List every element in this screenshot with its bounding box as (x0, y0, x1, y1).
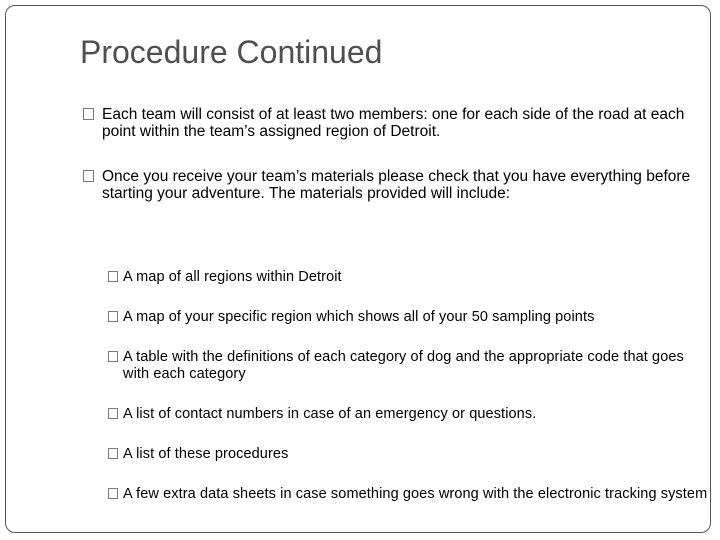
slide-title: Procedure Continued (80, 34, 383, 70)
sub-bullet-item (108, 309, 708, 326)
square-bullet-icon (108, 351, 118, 362)
sub-bullet-text: A map of your specific region which shows all of your 50 sampling points (123, 309, 595, 325)
bullet-text: Each team will consist of at least two members: one for each side of the road at each point within the team’s assigned region of Detroit. (102, 106, 685, 140)
sub-bullet-text: A few extra data sheets in case something goes wrong with the electronic tracking system (123, 486, 708, 502)
bullet-item (83, 168, 702, 202)
sub-bullet-item (108, 349, 708, 383)
sub-bullet-text: A map of all regions within Detroit (123, 269, 342, 285)
sub-bullet-text: A list of these procedures (123, 446, 289, 462)
sub-bullet-item (108, 486, 708, 503)
sub-bullet-text: A list of contact numbers in case of an emergency or questions. (123, 406, 537, 422)
square-bullet-icon (108, 271, 118, 282)
square-bullet-icon (83, 170, 94, 182)
square-bullet-icon (108, 408, 118, 419)
square-bullet-icon (108, 311, 118, 322)
bullet-text: Once you receive your team’s materials please check that you have everything before starting your adventure. The materials provided will include: (102, 168, 691, 202)
sub-bullet-item (108, 269, 708, 286)
slide-frame (5, 5, 711, 533)
sub-bullet-text: A table with the definitions of each category of dog and the appropriate code that goes with each category (123, 349, 684, 382)
square-bullet-icon (83, 108, 94, 120)
square-bullet-icon (108, 448, 118, 459)
sub-bullet-item (108, 446, 708, 463)
bullet-item (83, 106, 702, 140)
square-bullet-icon (108, 488, 118, 499)
sub-bullet-item (108, 406, 708, 423)
